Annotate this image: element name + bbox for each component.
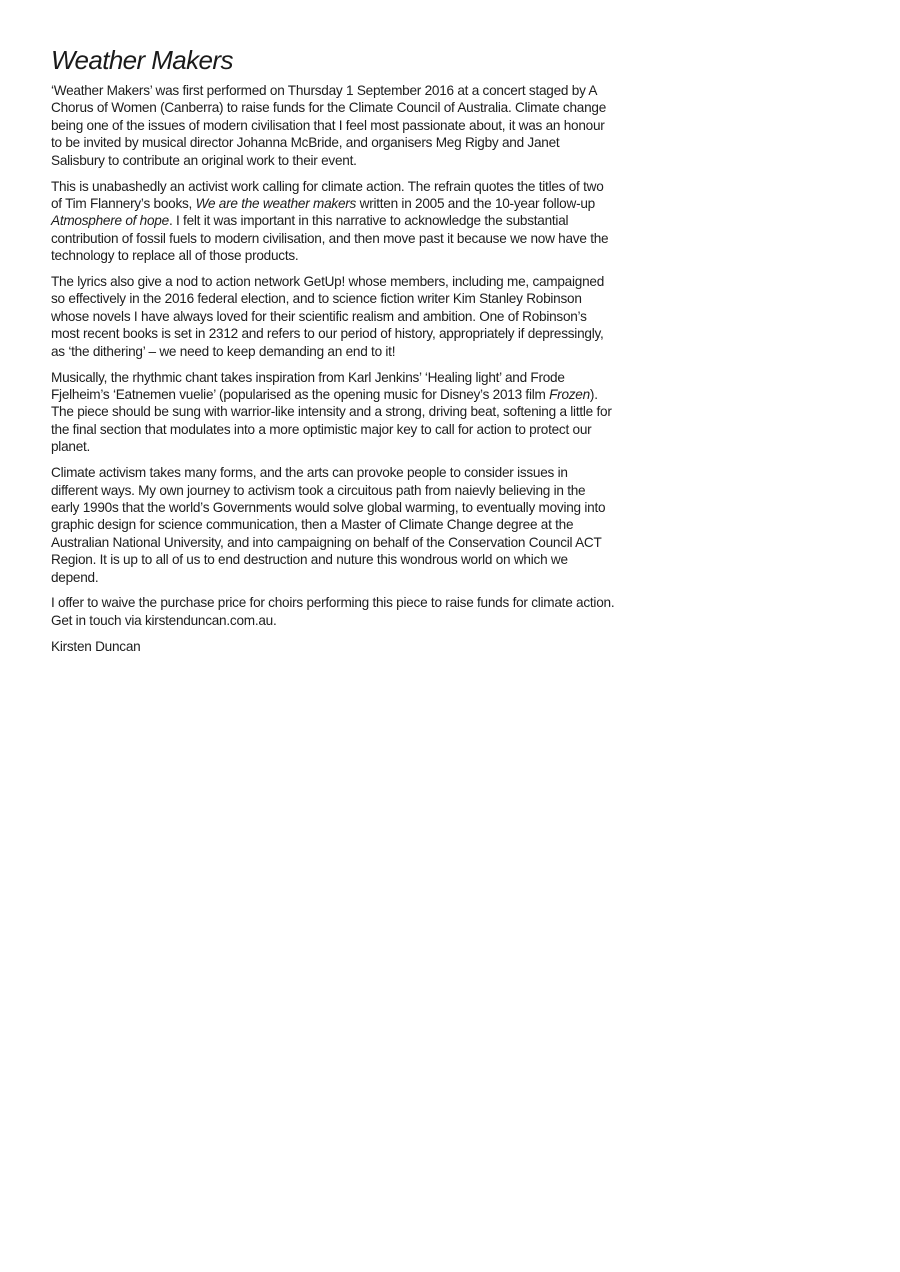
paragraph-text: I offer to waive the purchase price for choirs performing this piece to raise funds for climate action. Get in touch via kirstenduncan.com.au. [51, 595, 615, 628]
paragraph-musically [51, 369, 616, 456]
paragraph-text: Musically, the rhythmic chant takes inspiration from Karl Jenkins’ ‘Healing light’ and Frode Fjelheim’s ‘Eatnemen vuelie’ (popularised as the opening music for Disney’s 2013 film [51, 369, 565, 402]
book-title-weather-makers: We are the weather makers [195, 195, 357, 211]
paragraph-climate-activism [51, 464, 616, 586]
film-title-frozen: Frozen [549, 387, 590, 402]
paragraph-text: Climate activism takes many forms, and the arts can provoke people to consider issues in different ways. My own journey to activism took a circuitous path from naievly believing in the early 1990s that the world’s Governments would solve global warming, to eventually moving into graphic design for science communication, then a Master of Climate Change degree at the Australian National University, and into campaigning on behalf of the Conservation Council ACT Region. It is up to all of us to end destruction and nuture this wondrous world on which we depend. [51, 465, 606, 585]
paragraph-premiere [51, 82, 616, 169]
paragraph-text: written in 2005 and the 10-year follow-up [356, 195, 595, 211]
paragraph-text: This is unabashedly an activist work calling for climate action. The refrain quotes the titles of two of Tim Flannery’s books, [51, 178, 604, 211]
document-page [51, 44, 616, 655]
paragraph-text: ‘Weather Makers’ was first performed on Thursday 1 September 2016 at a concert staged by A Chorus of Women (Canberra) to raise funds for the Climate Council of Australia. Climate change being one of the issues of modern civilisation that I feel most passionate about, it was an honour to be invited by musical director Johanna McBride, and organisers Meg Rigby and Janet Salisbury to contribute an original work to their event. [51, 83, 607, 168]
paragraph-text: ). The piece should be sung with warrior-like intensity and a strong, driving beat, softening a little for the final section that modulates into a more optimistic major key to call for action to protect our planet. [51, 387, 612, 455]
paragraph-lyrics [51, 273, 616, 360]
paragraph-activist-work [51, 178, 616, 265]
book-title-atmosphere-of-hope: Atmosphere of hope [51, 213, 169, 229]
paragraph-text: . I felt it was important in this narrative to acknowledge the substantial contribution of fossil fuels to modern civilisation, and then move past it because we now have the technology to replace all of those products. [51, 213, 609, 264]
page-title: Weather Makers [51, 45, 233, 75]
author-signature: Kirsten Duncan [51, 638, 141, 654]
paragraph-text: The lyrics also give a nod to action network GetUp! whose members, including me, campaigned so effectively in the 2016 federal election, and to science fiction writer Kim Stanley Robinson whose novels I have always loved for their scientific realism and ambition. One of Robinson’s most recent books is set in 2312 and refers to our period of history, appropriately if depressingly, as ‘the dithering’ – we need to keep demanding an end to it! [51, 274, 604, 359]
paragraph-offer [51, 594, 616, 629]
